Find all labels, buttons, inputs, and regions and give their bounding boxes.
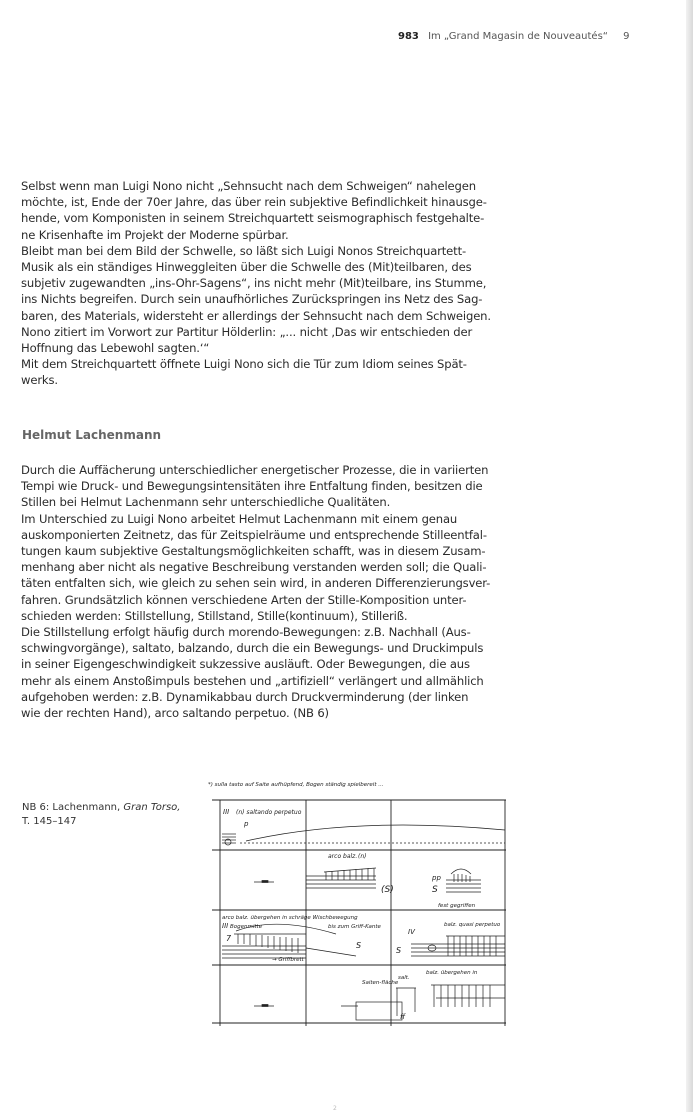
text-line: Musik als ein ständiges Hinweggleiten über die Schwelle des (Mit)teilbaren, des bbox=[21, 260, 472, 275]
dynamic-pp: pp bbox=[432, 874, 441, 882]
salt-marking: salt. bbox=[398, 975, 410, 981]
running-header bbox=[398, 31, 630, 42]
niente-marking: (n) bbox=[358, 853, 367, 860]
text-line: ne Krisenhafte im Projekt der Moderne spürbar. bbox=[21, 227, 289, 242]
balz-ubergehen-marking: balz. übergehen in bbox=[426, 970, 478, 976]
page-number: 983 bbox=[398, 31, 419, 42]
printer-mark: 2 bbox=[333, 1105, 337, 1112]
saitenflache-marking: Saiten-fläche bbox=[362, 980, 399, 986]
text-line: möchte, ist, Ende der 70er Jahre, das über rein subjektive Befindlichkeit hinausge- bbox=[21, 195, 487, 210]
chapter-number: 9 bbox=[623, 31, 630, 42]
caption-measures: T. 145–147 bbox=[22, 816, 77, 827]
score-footnote: *) sulla tasto auf Saite aufhüpfend, Bogen ständig spielbereit … bbox=[208, 782, 384, 788]
instrument-label: IV bbox=[408, 928, 415, 936]
rest-mark: 7 bbox=[226, 934, 232, 943]
text-line: fahren. Grundsätzlich können verschiedene Arten der Stille-Komposition unter- bbox=[21, 592, 467, 607]
text-line: subjetiv zugewandten „ins-Ohr-Sagens“, ins nicht mehr (Mit)teilbare, ins Stumme, bbox=[21, 276, 487, 291]
griffbrett-marking: → Griffbrett bbox=[272, 957, 304, 963]
balz-quasi-marking: balz. quasi perpetuo bbox=[444, 922, 501, 928]
music-score-excerpt bbox=[206, 776, 511, 1028]
fest-gegriffen-marking: fest gegriffen bbox=[438, 903, 476, 909]
page-edge-shadow bbox=[686, 0, 693, 1112]
text-line: aufgehoben werden: z.B. Dynamikabbau durch Druckverminderung (der linken bbox=[21, 689, 469, 704]
text-line: menhang aber nicht als negative Beschreibung verstanden werden soll; die Quali- bbox=[21, 560, 487, 575]
section-heading: Helmut Lachenmann bbox=[22, 428, 162, 442]
text-line: werks. bbox=[21, 373, 58, 388]
arco-balz-marking: arco balz. bbox=[328, 853, 358, 860]
dynamic-curve bbox=[246, 825, 505, 841]
s-marking: S bbox=[432, 885, 438, 895]
griffkante-marking: bis zum Griff-Kante bbox=[328, 924, 381, 930]
dynamic-p: p bbox=[244, 820, 249, 828]
saltando-marking: (n) saltando perpetuo bbox=[236, 809, 302, 816]
bogenmitte-marking: Bogenmitte bbox=[230, 924, 263, 930]
text-line: hende, vom Komponisten in seinem Streichquartett seismographisch festgehalte- bbox=[21, 211, 485, 226]
lachenmann-section-text bbox=[21, 462, 511, 721]
text-line: tungen kaum subjektive Gestaltungsmöglichkeiten schafft, was in diesem Zusam- bbox=[21, 544, 486, 559]
text-line: schieden werden: Stillstellung, Stillstand, Stille(kontinuum), Stilleriß. bbox=[21, 608, 408, 623]
s-marking: S bbox=[396, 946, 402, 955]
text-line: baren, des Materials, widersteht er allerdings der Sehnsucht nach dem Schweigen. bbox=[21, 308, 491, 323]
nono-section-text bbox=[21, 178, 511, 389]
text-line: Durch die Auffächerung unterschiedlicher energetischer Prozesse, die in variierten bbox=[21, 463, 489, 477]
text-line: Selbst wenn man Luigi Nono nicht „Sehnsucht nach dem Schweigen“ nahelegen bbox=[21, 179, 476, 193]
figure-caption bbox=[22, 801, 180, 829]
text-line: Im Unterschied zu Luigi Nono arbeitet Helmut Lachenmann mit einem genau bbox=[21, 511, 458, 526]
paren-s-marking: (S) bbox=[381, 885, 394, 895]
instrument-label: III bbox=[222, 922, 229, 930]
text-line: schwingvorgänge), saltato, balzando, durch die ein Bewegungs- und Druckimpuls bbox=[21, 641, 484, 656]
text-line: mehr als einem Anstoßimpuls bestehen und „artifiziell“ verlängert und allmählich bbox=[21, 673, 484, 688]
text-line: Bleibt man bei dem Bild der Schwelle, so läßt sich Luigi Nonos Streichquartett- bbox=[21, 243, 466, 258]
text-line: ins Nichts begreifen. Durch sein unaufhörliches Zurückspringen ins Netz des Sag- bbox=[21, 292, 483, 307]
text-line: auskomponierten Zeitnetz, das für Zeitspielräume und entsprechende Stilleentfal- bbox=[21, 527, 487, 542]
text-line: täten entfalten sich, wie gleich zu sehen sein wird, in anderen Differenzierungsver- bbox=[21, 576, 491, 591]
caption-prefix: NB 6: Lachenmann, bbox=[22, 802, 124, 813]
running-title: Im „Grand Magasin de Nouveautés“ bbox=[428, 31, 608, 42]
s-marking: S bbox=[356, 941, 362, 950]
text-line: in seiner Eigengeschwindigkeit sukzessive ausläuft. Oder Bewegungen, die aus bbox=[21, 657, 470, 672]
text-line: Hoffnung das Lebewohl sagten.‘“ bbox=[21, 341, 210, 356]
text-line: Tempi wie Druck- und Bewegungsintensitäten ihre Entfaltung finden, besitzen die bbox=[21, 479, 483, 494]
caption-work-title: Gran Torso, bbox=[123, 802, 181, 813]
dynamic-ff: ff bbox=[400, 1013, 406, 1021]
text-line: wie der rechten Hand), arco saltando perpetuo. (NB 6) bbox=[21, 706, 329, 721]
saitenflache-box bbox=[356, 1002, 402, 1020]
instrument-label: III bbox=[223, 808, 230, 816]
text-line: Die Stillstellung erfolgt häufig durch morendo-Bewegungen: z.B. Nachhall (Aus- bbox=[21, 625, 471, 640]
arco-balz-long-marking: arco balz. übergehen in schräge Wischbewegung bbox=[222, 915, 358, 921]
text-line: Nono zitiert im Vorwort zur Partitur Hölderlin: „... nicht ‚Das wir entschieden der bbox=[21, 324, 473, 339]
text-line: Mit dem Streichquartett öffnete Luigi Nono sich die Tür zum Idiom seines Spät- bbox=[21, 357, 467, 372]
text-line: Stillen bei Helmut Lachenmann sehr unterschiedliche Qualitäten. bbox=[21, 495, 391, 510]
